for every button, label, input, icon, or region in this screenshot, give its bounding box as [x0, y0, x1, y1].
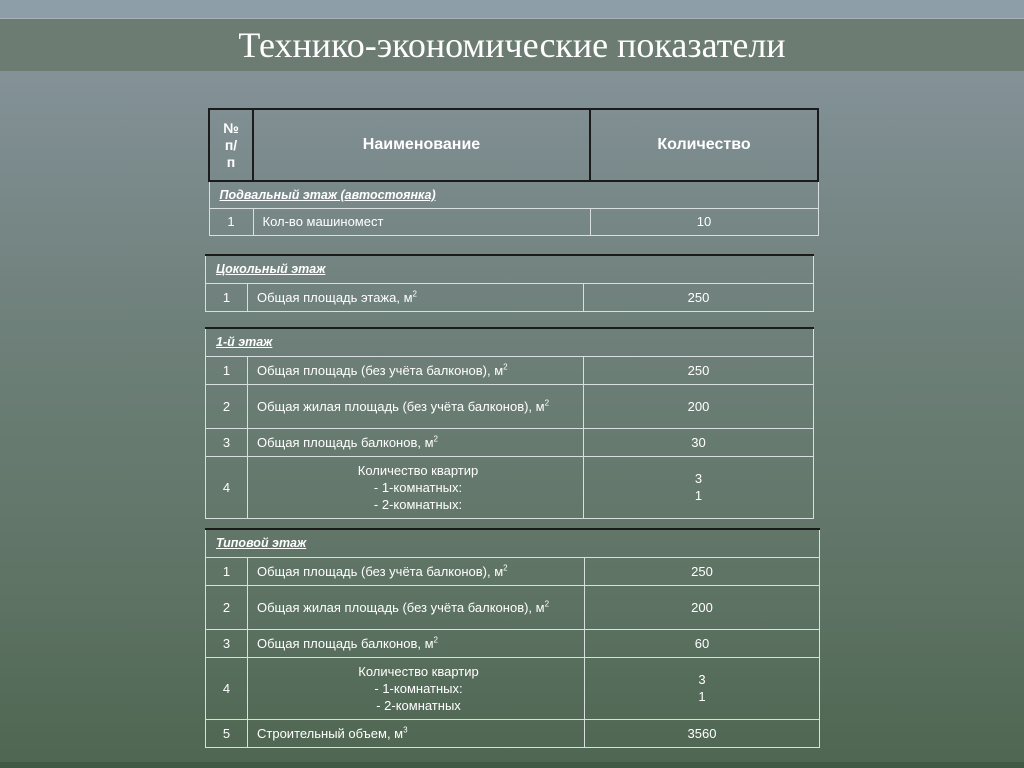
row-name: Кол-во машиномест	[253, 208, 590, 235]
row-num: 3	[206, 428, 248, 456]
table-ground	[205, 254, 814, 312]
row-value: 10	[590, 208, 818, 235]
section-label-first: 1-й этаж	[206, 328, 814, 356]
row-value: 3560	[585, 719, 820, 747]
bottom-strip	[0, 762, 1024, 768]
row-num: 2	[206, 585, 248, 629]
row-value: 250	[584, 356, 814, 384]
row-name: Общая площадь балконов, $м^2$	[248, 629, 585, 657]
row-value: 30	[584, 428, 814, 456]
section-row	[206, 328, 814, 356]
row-num: 2	[206, 384, 248, 428]
table-first-floor	[205, 327, 814, 519]
table-row	[206, 657, 820, 719]
row-name: Количество квартир - 1-комнатных: - 2-комнатных:	[248, 456, 584, 518]
row-name: Общая площадь этажа, $м^2$	[248, 283, 584, 311]
table-row	[206, 629, 820, 657]
section-row	[209, 181, 818, 208]
table-typical-floor	[205, 528, 820, 748]
row-value: 200	[584, 384, 814, 428]
row-name: Общая жилая площадь (без учёта балконов), $м^2$	[248, 384, 584, 428]
header-qty: Количество	[590, 109, 818, 181]
row-value: 3 1	[584, 456, 814, 518]
row-num: 5	[206, 719, 248, 747]
table-row	[209, 208, 818, 235]
row-value: 3 1	[585, 657, 820, 719]
table-row	[206, 557, 820, 585]
section-row	[206, 529, 820, 557]
table-basement	[208, 108, 819, 236]
table-header-row	[209, 109, 818, 181]
table-row	[206, 283, 814, 311]
row-num: 3	[206, 629, 248, 657]
header-num: № п/ п	[209, 109, 253, 181]
row-num: 1	[206, 557, 248, 585]
row-name: Строительный объем, $м^3$	[248, 719, 585, 747]
top-strip	[0, 0, 1024, 18]
row-name: Общая площадь балконов, $м^2$	[248, 428, 584, 456]
row-value: 250	[585, 557, 820, 585]
row-value: 250	[584, 283, 814, 311]
row-name: Общая жилая площадь (без учёта балконов), $м^2$	[248, 585, 585, 629]
row-name: Общая площадь (без учёта балконов), $м^2$	[248, 356, 584, 384]
row-name: Общая площадь (без учёта балконов), $м^2$	[248, 557, 585, 585]
section-row	[206, 255, 814, 283]
row-num: 1	[209, 208, 253, 235]
table-row	[206, 356, 814, 384]
section-label-ground: Цокольный этаж	[206, 255, 814, 283]
row-value: 200	[585, 585, 820, 629]
row-num: 1	[206, 356, 248, 384]
row-num: 4	[206, 456, 248, 518]
table-row	[206, 719, 820, 747]
row-value: 60	[585, 629, 820, 657]
section-label-basement: Подвальный этаж (автостоянка)	[209, 181, 818, 208]
table-row	[206, 585, 820, 629]
table-row	[206, 384, 814, 428]
header-name: Наименование	[253, 109, 590, 181]
page-title: Технико-экономические показатели	[238, 25, 786, 65]
row-name: Количество квартир - 1-комнатных: - 2-комнатных	[248, 657, 585, 719]
section-label-typical: Типовой этаж	[206, 529, 820, 557]
row-num: 4	[206, 657, 248, 719]
table-row	[206, 428, 814, 456]
table-row	[206, 456, 814, 518]
row-num: 1	[206, 283, 248, 311]
title-bar	[0, 18, 1024, 71]
